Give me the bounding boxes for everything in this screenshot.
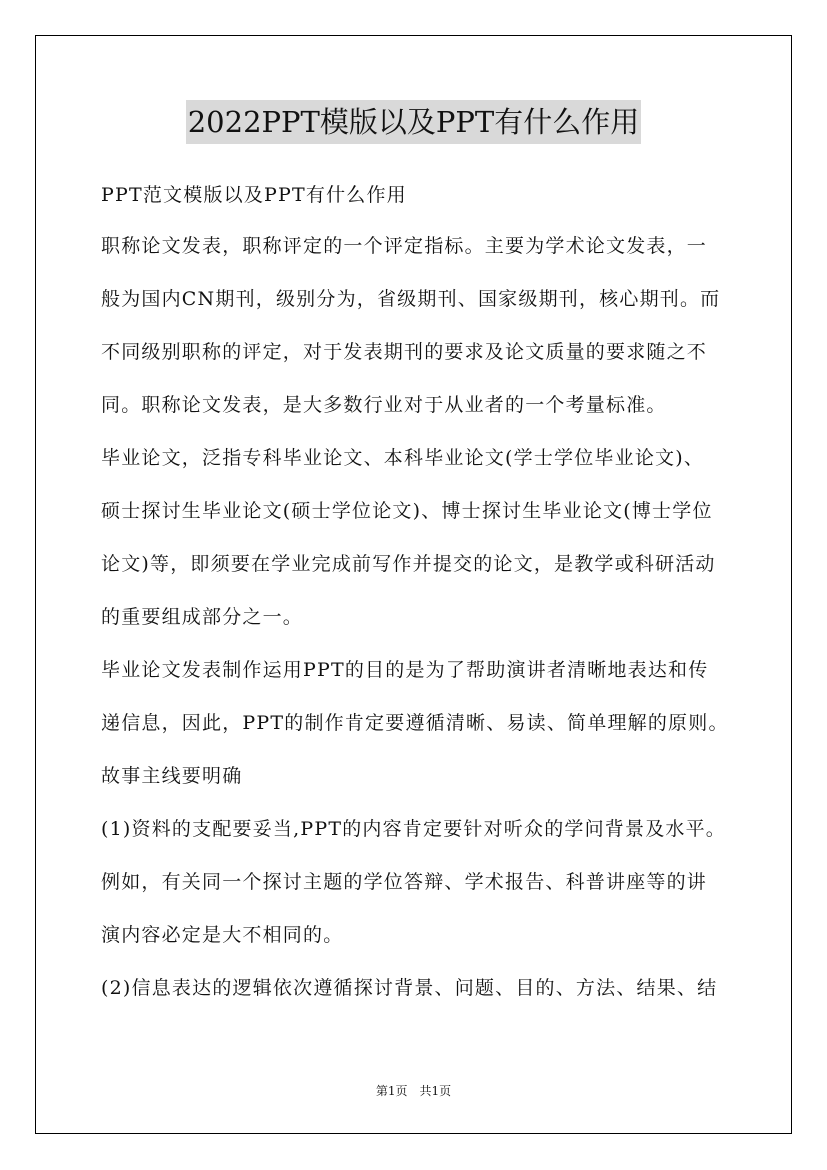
document-title: 2022PPT模版以及PPT有什么作用 xyxy=(186,100,642,144)
section-heading: 故事主线要明确 xyxy=(101,765,243,787)
paragraph-line: 不同级别职称的评定，对于发表期刊的要求及论文质量的要求随之不 xyxy=(101,341,708,363)
paragraph-line: 毕业论文发表制作运用PPT的目的是为了帮助演讲者清晰地表达和传 xyxy=(101,659,709,681)
paragraph-line: 递信息，因此，PPT的制作肯定要遵循清晰、易读、简单理解的原则。 xyxy=(101,712,729,734)
paragraph-line: 毕业论文，泛指专科毕业论文、本科毕业论文(学士学位毕业论文)、 xyxy=(101,447,705,469)
title-container xyxy=(0,100,827,144)
paragraph-line: 职称论文发表，职称评定的一个评定指标。主要为学术论文发表，一 xyxy=(101,235,708,257)
paragraph-line: 同。职称论文发表，是大多数行业对于从业者的一个考量标准。 xyxy=(101,394,667,416)
page-number-label: 第1页 共1页 xyxy=(375,1084,452,1098)
paragraph-line: 硕士探讨生毕业论文(硕士学位论文)、博士探讨生毕业论文(博士学位 xyxy=(101,500,713,522)
paragraph-line: 论文)等，即须要在学业完成前写作并提交的论文，是教学或科研活动 xyxy=(101,553,716,575)
document-body xyxy=(101,170,741,1015)
paragraph-line: 演内容必定是大不相同的。 xyxy=(101,924,344,946)
paragraph-line: 的重要组成部分之一。 xyxy=(101,606,304,628)
paragraph-line: (1)资料的支配要妥当,PPT的内容肯定要针对听众的学问背景及水平。 xyxy=(101,818,726,840)
paragraph-line: 例如，有关同一个探讨主题的学位答辩、学术报告、科普讲座等的讲 xyxy=(101,871,708,893)
page-footer xyxy=(0,1081,827,1101)
paragraph-line: (2)信息表达的逻辑依次遵循探讨背景、问题、目的、方法、结果、结 xyxy=(101,977,718,999)
document-subtitle: PPT范文模版以及PPT有什么作用 xyxy=(101,184,407,206)
paragraph-line: 般为国内CN期刊，级别分为，省级期刊、国家级期刊，核心期刊。而 xyxy=(101,288,721,310)
